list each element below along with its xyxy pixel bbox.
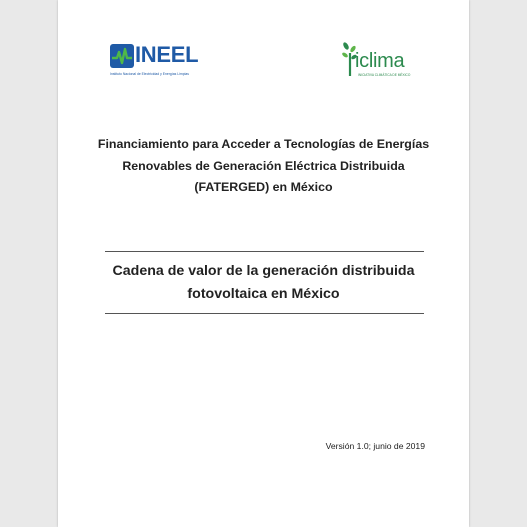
document-page xyxy=(58,0,469,527)
title-line: Renovables de Generación Eléctrica Distribuida xyxy=(122,158,405,173)
ineel-mark-icon xyxy=(110,44,134,68)
iclima-tagline: INICIATIVA CLIMÁTICA DE MÉXICO xyxy=(358,73,411,77)
ineel-logo xyxy=(110,42,220,82)
ineel-tagline: Instituto Nacional de Electricidad y Energías Limpias xyxy=(110,72,189,76)
title-line: Financiamiento para Acceder a Tecnologías de Energías xyxy=(97,137,430,151)
divider-top xyxy=(105,251,424,252)
subtitle-line: fotovoltaica en México xyxy=(187,286,340,302)
document-subtitle xyxy=(88,260,439,306)
iclima-logo xyxy=(340,40,420,82)
iclima-wordmark: iclima xyxy=(355,50,405,72)
title-line: (FATERGED) en México xyxy=(194,180,333,194)
divider-bottom xyxy=(105,313,424,314)
ineel-wordmark: INEEL xyxy=(135,42,199,67)
version-label: Versión 1.0; junio de 2019 xyxy=(325,441,425,451)
subtitle-line: Cadena de valor de la generación distribuida xyxy=(112,263,415,279)
document-title xyxy=(88,134,439,199)
